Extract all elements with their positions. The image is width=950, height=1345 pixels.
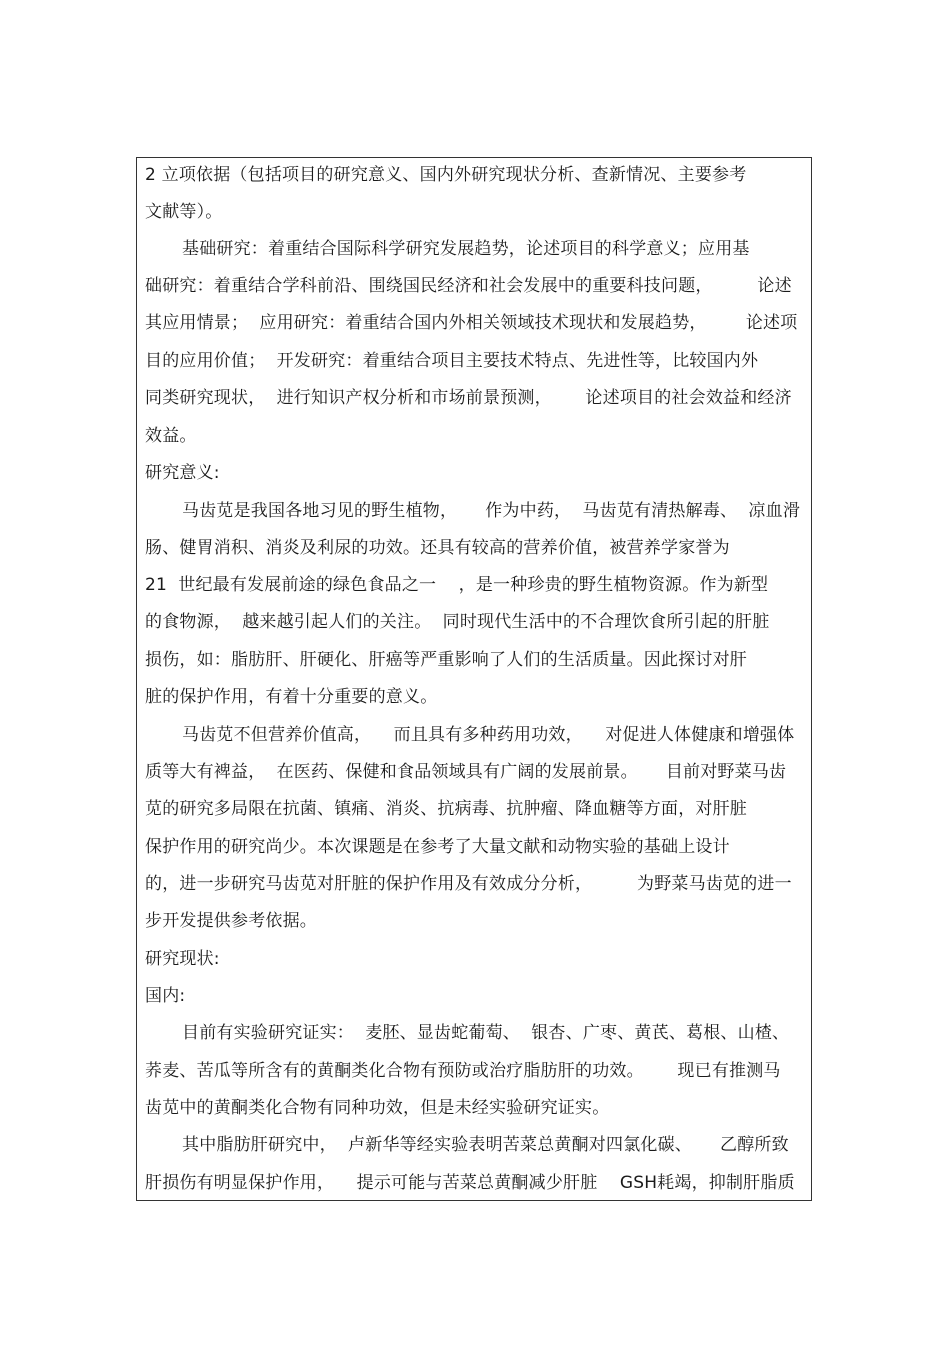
- text-line: 马齿苋是我国各地习见的野生植物， 作为中药， 马齿苋有清热解毒、 凉血滑: [182, 501, 801, 521]
- text-line: 的食物源， 越来越引起人们的关注。 同时现代生活中的不合理饮食所引起的肝脏: [145, 612, 770, 632]
- text-line: 目前有实验研究证实： 麦胚、显齿蛇葡萄、 银杏、广枣、黄芪、葛根、山楂、: [182, 1023, 790, 1043]
- subheading-research-status: 研究现状:: [145, 949, 220, 969]
- text-line: 苋的研究多局限在抗菌、镇痛、消炎、抗病毒、抗肿瘤、降血糖等方面，对肝脏: [145, 799, 747, 819]
- text-line: 其应用情景； 应用研究：着重结合国内外相关领域技术现状和发展趋势， 论述项: [145, 313, 798, 333]
- text-line: 马齿苋不但营养价值高， 而且具有多种药用功效， 对促进人体健康和增强体: [182, 725, 795, 745]
- text-line: 同类研究现状， 进行知识产权分析和市场前景预测， 论述项目的社会效益和经济: [145, 388, 792, 408]
- text-line: 齿苋中的黄酮类化合物有同种功效，但是未经实验研究证实。: [145, 1098, 610, 1118]
- text-line: 基础研究：着重结合国际科学研究发展趋势，论述项目的科学意义；应用基: [182, 239, 750, 259]
- text-line: 目的应用价值； 开发研究：着重结合项目主要技术特点、先进性等，比较国内外: [145, 351, 759, 371]
- text-line: 损伤，如：脂肪肝、肝硬化、肝癌等严重影响了人们的生活质量。因此探讨对肝: [145, 650, 747, 670]
- text-line: 的，进一步研究马齿苋对肝脏的保护作用及有效成分分析， 为野菜马齿苋的进一: [145, 874, 792, 894]
- text-line: 肝损伤有明显保护作用， 提示可能与苦菜总黄酮减少肝脏 GSH耗竭，抑制肝脂质: [145, 1173, 795, 1193]
- text-line: 质等大有裨益， 在医药、保健和食品领域具有广阔的发展前景。 目前对野菜马齿: [145, 762, 787, 782]
- text-line: 步开发提供参考依据。: [145, 911, 317, 931]
- text-line: 文献等）。: [145, 202, 223, 222]
- text-line: 脏的保护作用，有着十分重要的意义。: [145, 687, 438, 707]
- text-line: 肠、健胃消积、消炎及利尿的功效。还具有较高的营养价值，被营养学家誉为: [145, 538, 730, 558]
- section-heading: 2 立项依据（包括项目的研究意义、国内外研究现状分析、查新情况、主要参考: [145, 165, 747, 185]
- text-line: 其中脂肪肝研究中， 卢新华等经实验表明苦菜总黄酮对四氯化碳、 乙醇所致: [182, 1135, 789, 1155]
- subheading-research-significance: 研究意义:: [145, 463, 220, 483]
- text-line: 保护作用的研究尚少。本次课题是在参考了大量文献和动物实验的基础上设计: [145, 837, 730, 857]
- text-line: 效益。: [145, 426, 197, 446]
- text-line: 荞麦、苦瓜等所含有的黄酮类化合物有预防或治疗脂肪肝的功效。 现已有推测马: [145, 1061, 781, 1081]
- subheading-domestic: 国内:: [145, 986, 186, 1006]
- text-line: 21 世纪最有发展前途的绿色食品之一 ，是一种珍贵的野生植物资源。作为新型: [145, 575, 769, 595]
- text-line: 础研究：着重结合学科前沿、围绕国民经济和社会发展中的重要科技问题， 论述: [145, 276, 792, 296]
